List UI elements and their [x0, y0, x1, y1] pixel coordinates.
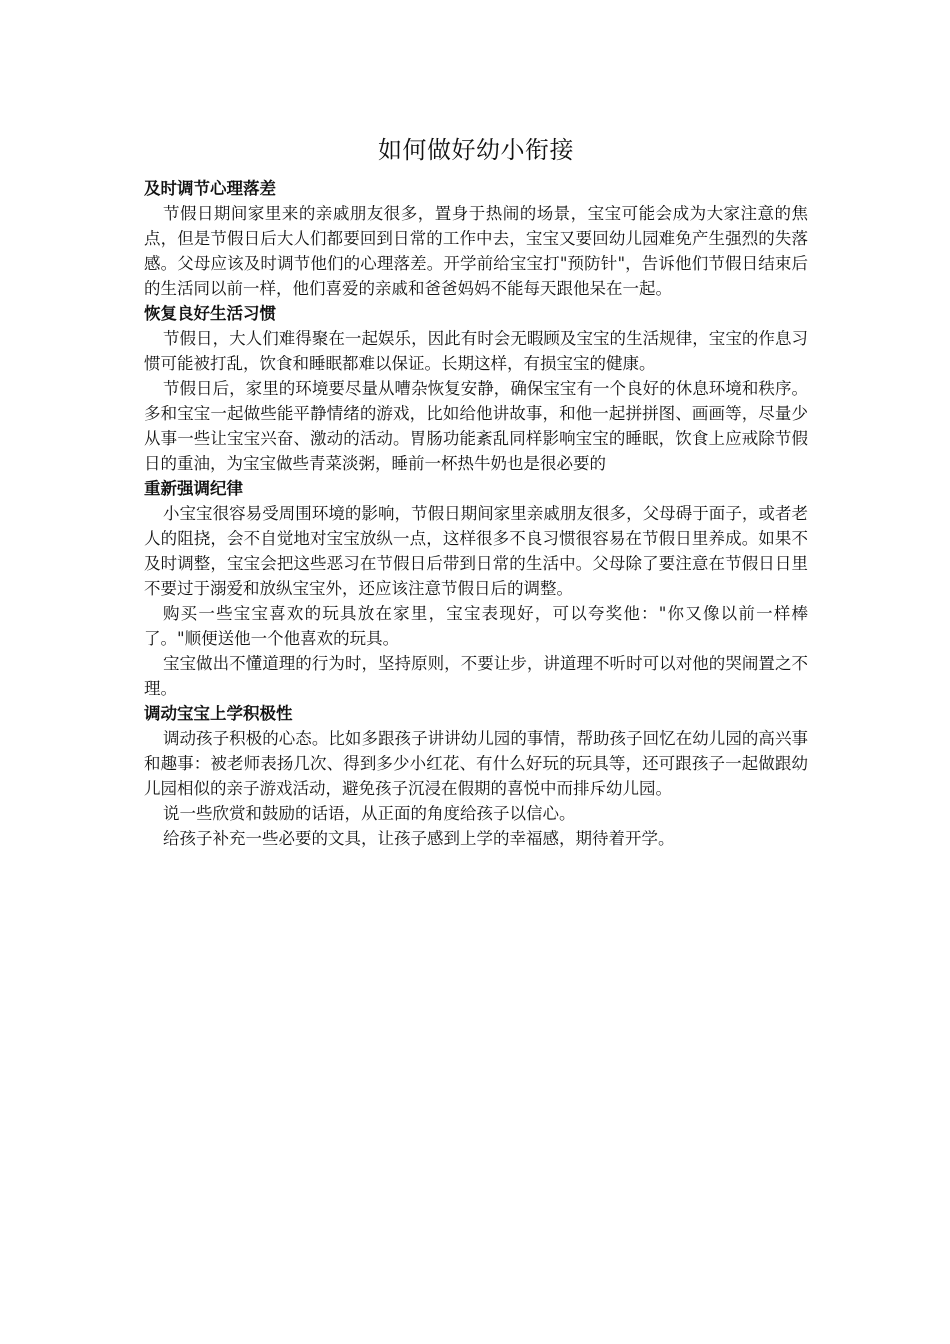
section-heading: 重新强调纪律 — [144, 479, 243, 498]
page-title: 如何做好幼小衔接 — [378, 136, 574, 164]
paragraph: 说一些欣赏和鼓励的话语，从正面的角度给孩子以信心。 — [162, 804, 576, 823]
section-heading: 及时调节心理落差 — [144, 179, 276, 198]
paragraph: 节假日后，家里的环境要尽量从嘈杂恢复安静，确保宝宝有一个良好的休息环境和秩序。多和宝宝一起做些能平静情绪的游戏，比如给他讲故事，和他一起拼拼图、画画等，尽量少从事一些让宝宝兴奋、激动的活动。胃肠功能紊乱同样影响宝宝的睡眠，饮食上应戒除节假日的重油，为宝宝做些青菜淡粥，睡前一杯热牛奶也是很必要的 — [144, 379, 808, 473]
section-psychology — [144, 176, 808, 301]
paragraph: 节假日，大人们难得聚在一起娱乐，因此有时会无暇顾及宝宝的生活规律，宝宝的作息习惯可能被打乱，饮食和睡眠都难以保证。长期这样，有损宝宝的健康。 — [144, 329, 808, 373]
section-heading: 调动宝宝上学积极性 — [144, 704, 293, 723]
section-motivation — [144, 701, 808, 851]
paragraph: 调动孩子积极的心态。比如多跟孩子讲讲幼儿园的事情，帮助孩子回忆在幼儿园的高兴事和趣事：被老师表扬几次、得到多少小红花、有什么好玩的玩具等，还可跟孩子一起做跟幼儿园相似的亲子游戏活动，避免孩子沉浸在假期的喜悦中而排斥幼儿园。 — [144, 729, 808, 798]
paragraph: 给孩子补充一些必要的文具，让孩子感到上学的幸福感，期待着开学。 — [162, 829, 675, 848]
section-habits — [144, 301, 808, 476]
section-discipline — [144, 476, 808, 701]
paragraph: 宝宝做出不懂道理的行为时，坚持原则，不要让步，讲道理不听时可以对他的哭闹置之不理。 — [144, 654, 808, 698]
document-page — [144, 128, 808, 851]
section-heading: 恢复良好生活习惯 — [144, 304, 276, 323]
paragraph: 节假日期间家里来的亲戚朋友很多，置身于热闹的场景，宝宝可能会成为大家注意的焦点，但是节假日后大人们都要回到日常的工作中去，宝宝又要回幼儿园难免产生强烈的失落感。父母应该及时调节他们的心理落差。开学前给宝宝打"预防针"，告诉他们节假日结束后的生活同以前一样，他们喜爱的亲戚和爸爸妈妈不能每天跟他呆在一起。 — [144, 204, 808, 298]
paragraph: 购买一些宝宝喜欢的玩具放在家里，宝宝表现好，可以夸奖他："你又像以前一样棒了。"顺便送他一个他喜欢的玩具。 — [144, 604, 808, 648]
paragraph: 小宝宝很容易受周围环境的影响，节假日期间家里亲戚朋友很多，父母碍于面子，或者老人的阻挠，会不自觉地对宝宝放纵一点，这样很多不良习惯很容易在节假日里养成。如果不及时调整，宝宝会把这些恶习在节假日后带到日常的生活中。父母除了要注意在节假日日里不要过于溺爱和放纵宝宝外，还应该注意节假日后的调整。 — [144, 504, 808, 598]
